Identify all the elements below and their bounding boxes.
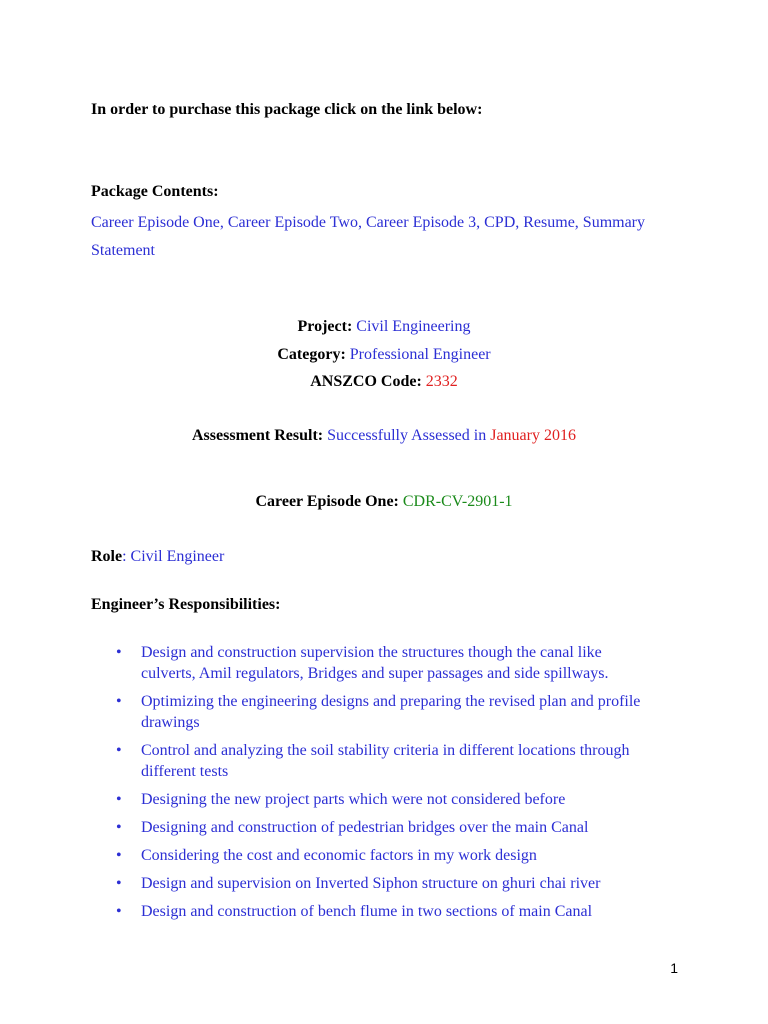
- responsibilities-list: [116, 642, 656, 929]
- assessment-date: January 2016: [490, 427, 576, 444]
- list-item: [116, 817, 656, 838]
- bullet-icon: •: [116, 742, 122, 759]
- list-item: [116, 789, 656, 810]
- list-item-text: Optimizing the engineering designs and preparing the revised plan and profile drawings: [141, 693, 641, 731]
- purchase-instruction: In order to purchase this package click on the link below:: [91, 101, 483, 118]
- responsibilities-heading: Engineer’s Responsibilities:: [91, 596, 281, 613]
- assessment-line: [0, 427, 768, 445]
- list-item: [116, 873, 656, 894]
- list-item: [116, 642, 656, 684]
- bullet-icon: •: [116, 644, 122, 661]
- list-item: [116, 901, 656, 922]
- assessment-value: Successfully Assessed in: [327, 427, 487, 444]
- project-line: [0, 318, 768, 336]
- list-item: [116, 691, 656, 733]
- project-label: Project:: [297, 318, 353, 335]
- career-episode-label: Career Episode One:: [255, 493, 399, 510]
- anszco-label: ANSZCO Code:: [310, 373, 422, 390]
- bullet-icon: •: [116, 819, 122, 836]
- bullet-icon: •: [116, 875, 122, 892]
- role-label: Role: [91, 548, 123, 565]
- bullet-icon: •: [116, 693, 122, 710]
- list-item: [116, 740, 656, 782]
- list-item-text: Design and construction supervision the structures though the canal like culverts, Amil regulators, Bridges and super passages and side spillways.: [141, 644, 609, 682]
- list-item: [116, 845, 656, 866]
- list-item-text: Design and supervision on Inverted Siphon structure on ghuri chai river: [141, 875, 601, 892]
- category-line: [0, 346, 768, 364]
- project-value: Civil Engineering: [356, 318, 471, 335]
- list-item-text: Designing the new project parts which were not considered before: [141, 791, 566, 808]
- career-episode-code: CDR-CV-2901-1: [402, 493, 513, 510]
- category-label: Category:: [277, 346, 346, 363]
- anszco-line: [0, 373, 768, 391]
- package-contents-list: Career Episode One, Career Episode Two, Career Episode 3, CPD, Resume, Summary Statement: [91, 214, 646, 259]
- list-item-text: Control and analyzing the soil stability criteria in different locations through different tests: [141, 742, 630, 780]
- role-value: : Civil Engineer: [122, 548, 225, 565]
- page-number: 1: [670, 960, 678, 976]
- package-contents-heading: Package Contents:: [91, 183, 219, 200]
- role-line: [91, 548, 224, 566]
- bullet-icon: •: [116, 847, 122, 864]
- list-item-text: Design and construction of bench flume in two sections of main Canal: [141, 903, 593, 920]
- anszco-value: 2332: [425, 373, 458, 390]
- career-episode-line: [0, 493, 768, 511]
- category-value: Professional Engineer: [349, 346, 491, 363]
- bullet-icon: •: [116, 903, 122, 920]
- bullet-icon: •: [116, 791, 122, 808]
- assessment-label: Assessment Result:: [192, 427, 324, 444]
- list-item-text: Designing and construction of pedestrian bridges over the main Canal: [141, 819, 589, 836]
- list-item-text: Considering the cost and economic factors in my work design: [141, 847, 537, 864]
